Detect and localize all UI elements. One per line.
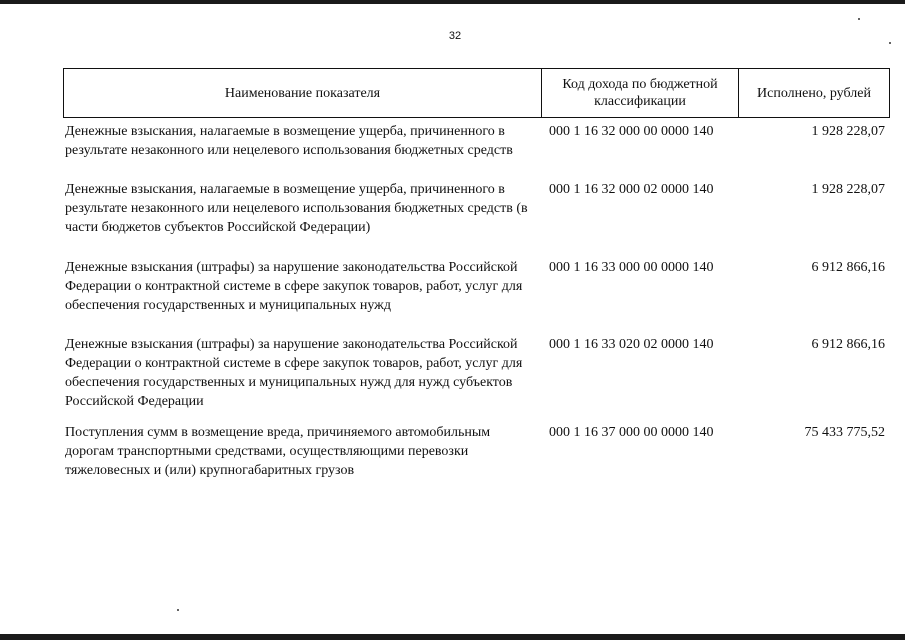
row-code: 000 1 16 37 000 00 0000 140 — [549, 425, 714, 440]
row-name: Денежные взыскания, налагаемые в возмещение ущерба, причиненного в результате незаконного или нецелевого использования бюджетных средств (в части бюджетов субъектов Российской Федерации) — [65, 182, 528, 235]
table-header — [63, 68, 890, 118]
row-code: 000 1 16 32 000 00 0000 140 — [549, 124, 714, 139]
table-row — [63, 180, 890, 237]
row-amount: 6 912 866,16 — [811, 260, 885, 275]
scan-border-bottom — [0, 634, 905, 640]
scan-speck — [889, 42, 891, 44]
row-name: Поступления сумм в возмещение вреда, причиняемого автомобильным дорогам транспортными средствами, осуществляющими перевозки тяжеловесных и (или) крупногабаритных грузов — [65, 425, 491, 478]
scan-speck — [177, 609, 179, 611]
column-header-executed: Исполнено, рублей — [757, 85, 871, 101]
table-row — [63, 258, 890, 315]
row-name: Денежные взыскания, налагаемые в возмещение ущерба, причиненного в результате незаконного или нецелевого использования бюджетных средств — [65, 124, 513, 158]
row-amount: 1 928 228,07 — [811, 182, 885, 197]
row-name: Денежные взыскания (штрафы) за нарушение законодательства Российской Федерации о контрактной системе в сфере закупок товаров, работ, услуг для обеспечения государственных и муниципальных нужд — [65, 260, 523, 313]
row-code: 000 1 16 33 020 02 0000 140 — [549, 337, 714, 352]
page-number: 32 — [448, 30, 462, 42]
table-row — [63, 423, 890, 480]
row-amount: 1 928 228,07 — [811, 124, 885, 139]
column-header-code: Код дохода по бюджетной классификации — [542, 69, 739, 117]
row-amount: 75 433 775,52 — [804, 425, 885, 440]
row-amount: 6 912 866,16 — [811, 337, 885, 352]
table-row — [63, 335, 890, 411]
scan-border-top — [0, 0, 905, 4]
row-name: Денежные взыскания (штрафы) за нарушение законодательства Российской Федерации о контрактной системе в сфере закупок товаров, работ, услуг для обеспечения государственных и муниципальных нужд для нужд субъектов Российской Федерации — [65, 337, 523, 409]
scan-speck — [858, 18, 860, 20]
row-code: 000 1 16 33 000 00 0000 140 — [549, 260, 714, 275]
table-row — [63, 122, 890, 160]
column-header-name: Наименование показателя — [64, 69, 542, 117]
row-code: 000 1 16 32 000 02 0000 140 — [549, 182, 714, 197]
